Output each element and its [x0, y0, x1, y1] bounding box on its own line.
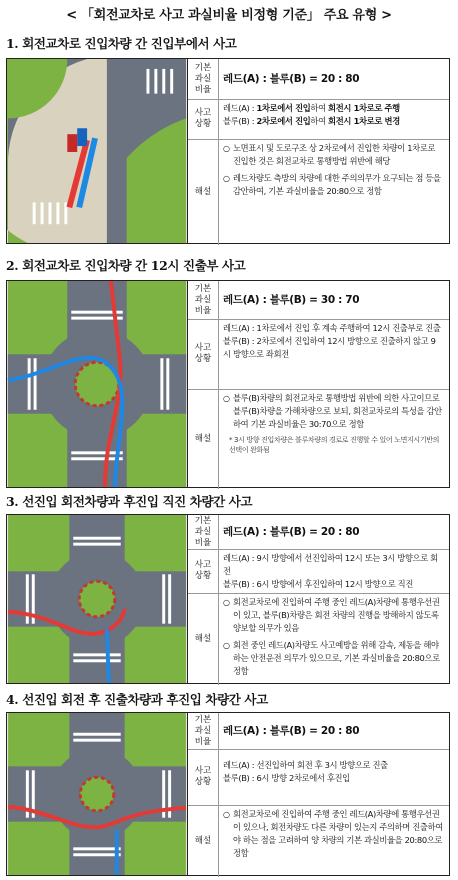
section-4-box	[6, 712, 450, 876]
explain-text	[219, 805, 447, 877]
explain-item: ○ 레드차량도 측방의 차량에 대한 주의의무가 요구되는 점 등을 감안하여, 기본 과실비율을 20:80으로 정함	[233, 172, 443, 198]
explain-text	[219, 389, 447, 489]
section-1-box	[6, 58, 450, 244]
section-4-heading: 4. 선진입 회전 후 진출차량과 후진입 차량간 사고	[6, 692, 268, 707]
ratio-label: 기본 과실 비율	[188, 281, 219, 319]
situation-label: 사고 상황	[188, 749, 219, 805]
situation-text: 레드(A) : 선진입하여 회전 후 3시 방향으로 진출 블루(B) : 6시 방향 2차로에서 후진입	[223, 760, 388, 783]
explain-item: ○ 노면표시 및 도로구조 상 2차로에서 진입한 차량이 1차로로 진입한 것은 회전교차로 통행방법 위반에 해당	[233, 142, 443, 168]
section-3-diagram	[7, 515, 188, 683]
section-2-diagram	[7, 281, 188, 487]
explain-text	[219, 593, 447, 685]
ratio-value: 레드(A) : 블루(B) = 20 : 80	[223, 525, 360, 538]
situation-text: 레드(A) : 1차로에서 진입 후 계속 주행하여 12시 진출부로 진출 블루(B) : 2차로에서 진입하여 12시 방향으로 진출하지 않고 9시 방향으로 좌회전	[223, 323, 441, 359]
ratio-value: 레드(A) : 블루(B) = 20 : 80	[223, 724, 360, 737]
page-title: < 「회전교차로 사고 과실비율 비정형 기준」 주요 유형 >	[66, 8, 392, 23]
explain-item: ○ 블루(B)차량의 회전교차로 통행방법 위반에 의한 사고이므로 블루(B)차량을 가해차량으로 보되, 회전교차로의 특성을 감안하여 기본 과실비율은 30:70으로 정함	[233, 392, 443, 431]
explain-text	[219, 139, 447, 245]
situation-label: 사고 상황	[188, 99, 219, 139]
situation-label: 사고 상황	[188, 549, 219, 593]
explain-item: ○ 회전교차로에 진입하여 주행 중인 레드(A)차량에 통행우선권이 있으나, 회전차량도 다른 차량이 있는지 주의하며 진출하여야 하는 점을 고려하여 양 차량의 기본 과실비율을 20:80으로 정함	[233, 808, 443, 860]
section-4-diagram	[7, 713, 188, 875]
explain-label: 해설	[188, 389, 219, 489]
situation-text: 레드(A) : 1차로에서 진입하여 회전시 1차로로 주행 블루(B) : 2차로에서 진입하여 회전시 1차로로 변경	[223, 103, 400, 126]
section-1-diagram	[7, 59, 188, 243]
section-2-heading: 2. 회전교차로 진입차량 간 12시 진출부 사고	[6, 258, 246, 273]
section-3-heading: 3. 선진입 회전차량과 후진입 직진 차량간 사고	[6, 494, 253, 509]
explain-label: 해설	[188, 805, 219, 877]
explain-label: 해설	[188, 593, 219, 685]
ratio-label: 기본 과실 비율	[188, 713, 219, 749]
explain-note: * 3시 방향 진입차량은 블루차량의 경로로 진행할 수 있어 노면지시기반의 선택이 완화됨	[229, 436, 440, 454]
ratio-label: 기본 과실 비율	[188, 59, 219, 99]
section-3-box	[6, 514, 450, 684]
ratio-value: 레드(A) : 블루(B) = 20 : 80	[223, 72, 360, 85]
explain-item: ○ 회전 중인 레드(A)차량도 사고예방을 위해 감속, 제동을 해야 하는 안전운전 의무가 있으므로, 기본 과실비율을 20:80으로 정함	[233, 639, 443, 678]
explain-item: ○ 회전교차로에 진입하여 주행 중인 레드(A)차량에 통행우선권이 있고, 블루(B)차량은 회전 차량의 진행을 방해하지 않도록 양보할 의무가 있음	[233, 596, 443, 635]
explain-label: 해설	[188, 139, 219, 245]
situation-text: 레드(A) : 9시 방향에서 선진입하여 12시 또는 3시 방향으로 회전 블루(B) : 6시 방향에서 후진입하여 12시 방향으로 직진	[223, 553, 438, 589]
section-1-heading: 1. 회전교차로 진입차량 간 진입부에서 사고	[6, 36, 237, 51]
ratio-value: 레드(A) : 블루(B) = 30 : 70	[223, 293, 360, 306]
situation-label: 사고 상황	[188, 319, 219, 389]
ratio-label: 기본 과실 비율	[188, 515, 219, 549]
section-2-box	[6, 280, 450, 488]
